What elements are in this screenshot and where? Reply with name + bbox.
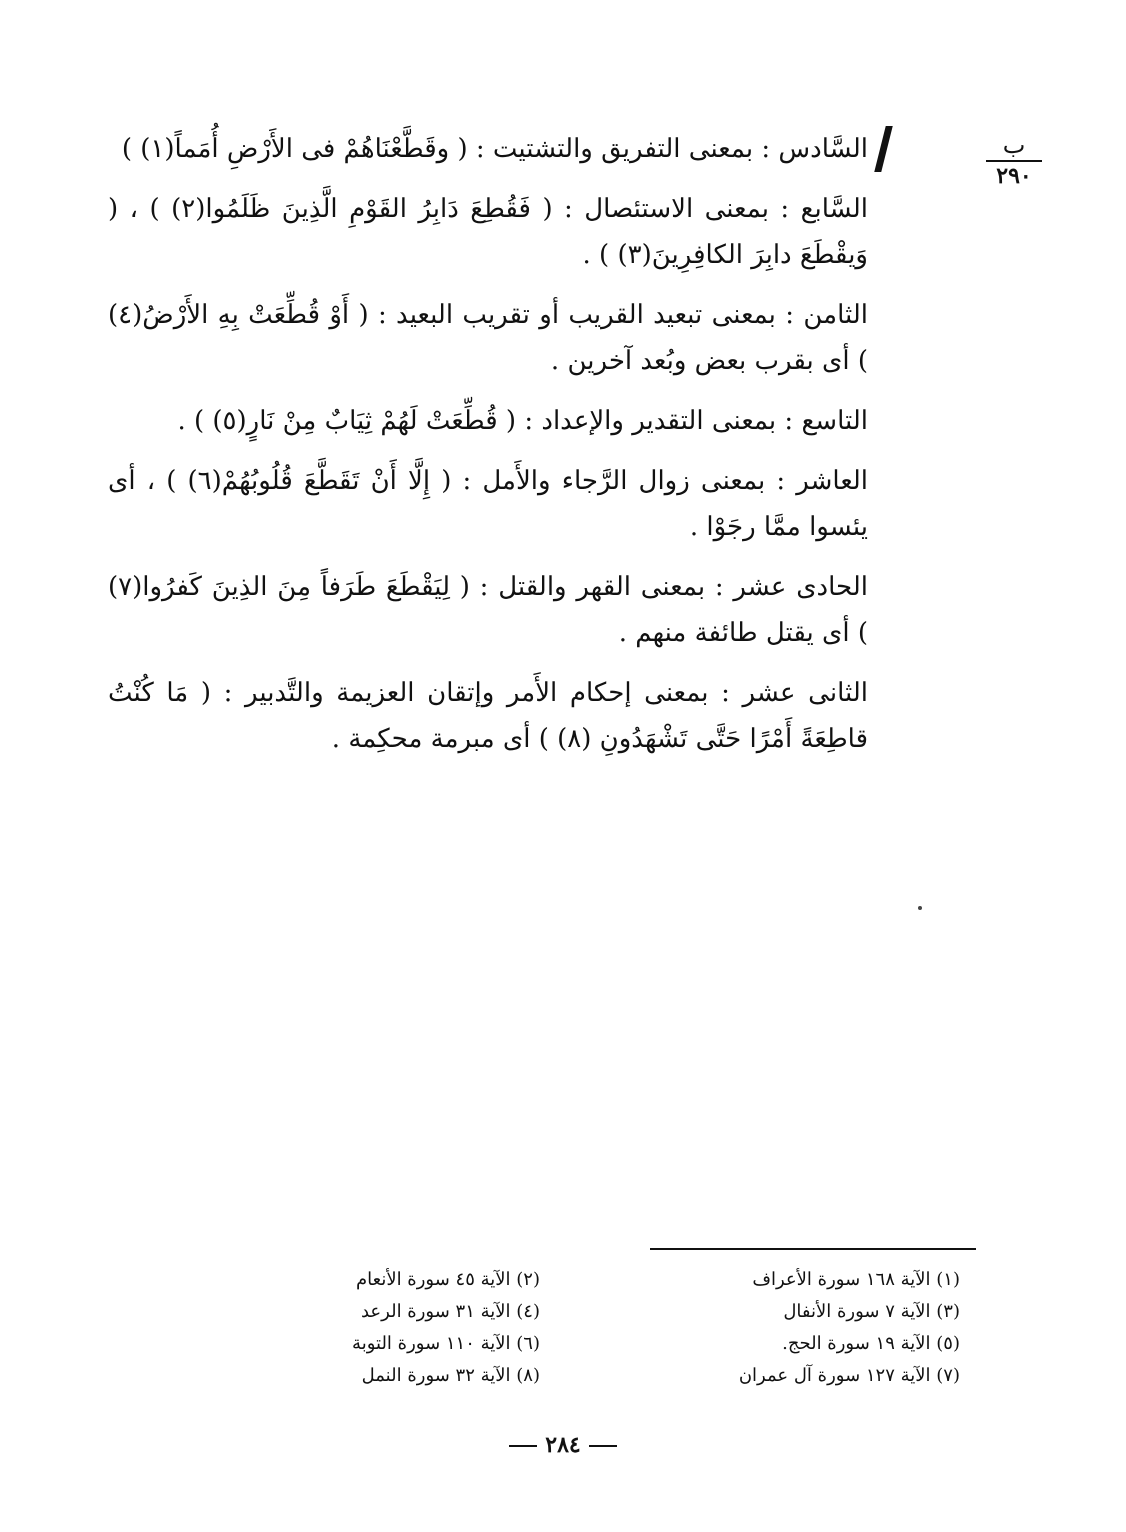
page-break-slash-mark: [874, 126, 892, 172]
margin-page-reference: [986, 132, 1042, 188]
margin-ref-rule: [986, 160, 1042, 162]
footnote-5: (٥) الآية ١٩ سورة الحج.: [782, 1333, 960, 1354]
page-number-footer: [0, 1432, 1126, 1458]
footnotes: [260, 1264, 960, 1414]
margin-ref-letter: ب: [1002, 131, 1026, 159]
footnote-separator: [650, 1248, 976, 1250]
footnote-4: (٤) الآية ٣١ سورة الرعد: [360, 1301, 540, 1322]
paragraph-seventh: السَّابع : بمعنى الاستئصال : ( فَقُطِعَ دَابِرُ القَوْمِ الَّذِينَ ظَلَمُوا(٢) ) ، ( وَيقْطَعَ دابِرَ الكافِرِينَ(٣) ) .: [108, 194, 868, 270]
paragraph-twelfth: الثانى عشر : بمعنى إحكام الأَمر وإتقان العزيمة والتَّدبير : ( مَا كُنْتُ قاطِعَةً أَمْرًا حَتَّى تَشْهَدُونِ (٨) ) أى مبرمة محكِمة .: [108, 678, 868, 754]
main-text: [108, 126, 868, 776]
page-number-dash-right: [509, 1445, 537, 1447]
footnote-7: (٧) الآية ١٢٧ سورة آل عمران: [738, 1365, 960, 1386]
paragraph-eighth: الثامن : بمعنى تبعيد القريب أو تقريب البعيد : ( أَوْ قُطِّعَتْ بِهِ الأَرْضُ(٤) ) أى بقرب بعض وبُعد آخرين .: [108, 300, 868, 376]
stray-dot: [918, 906, 922, 910]
footnotes-left-column: [270, 1264, 540, 1392]
margin-ref-number: ٢٩٠: [996, 163, 1032, 189]
page-number: ٢٨٤: [545, 1432, 581, 1458]
footnote-2: (٢) الآية ٤٥ سورة الأنعام: [356, 1269, 540, 1290]
footnote-3: (٣) الآية ٧ سورة الأنفال: [783, 1301, 960, 1322]
paragraph-eleventh: الحادى عشر : بمعنى القهر والقتل : ( لِيَقْطَعَ طَرَفاً مِنَ الذِينَ كَفرُوا(٧) ) أى يقتل طائفة منهم .: [108, 572, 868, 648]
page-number-dash-left: [589, 1445, 617, 1447]
paragraph-ninth: التاسع : بمعنى التقدير والإعداد : ( قُطِّعَتْ لَهُمْ ثِيَابٌ مِنْ نَارٍ(٥) ) .: [177, 406, 868, 436]
paragraph-sixth: السَّادس : بمعنى التفريق والتشتيت : ( وقَطَّعْنَاهُمْ فى الأَرْضِ أُمَماً(١) ): [121, 134, 868, 164]
footnotes-right-column: [690, 1264, 960, 1392]
footnote-1: (١) الآية ١٦٨ سورة الأعراف: [752, 1269, 960, 1290]
footnote-6: (٦) الآية ١١٠ سورة التوبة: [352, 1333, 540, 1354]
paragraph-tenth: العاشر : بمعنى زوال الرَّجاء والأَمل : ( إِلَّا أَنْ تَقَطَّعَ قُلُوبُهُمْ(٦) ) ، أى يئسوا ممَّا رجَوْا .: [108, 466, 869, 542]
footnote-8: (٨) الآية ٣٢ سورة النمل: [361, 1365, 540, 1386]
